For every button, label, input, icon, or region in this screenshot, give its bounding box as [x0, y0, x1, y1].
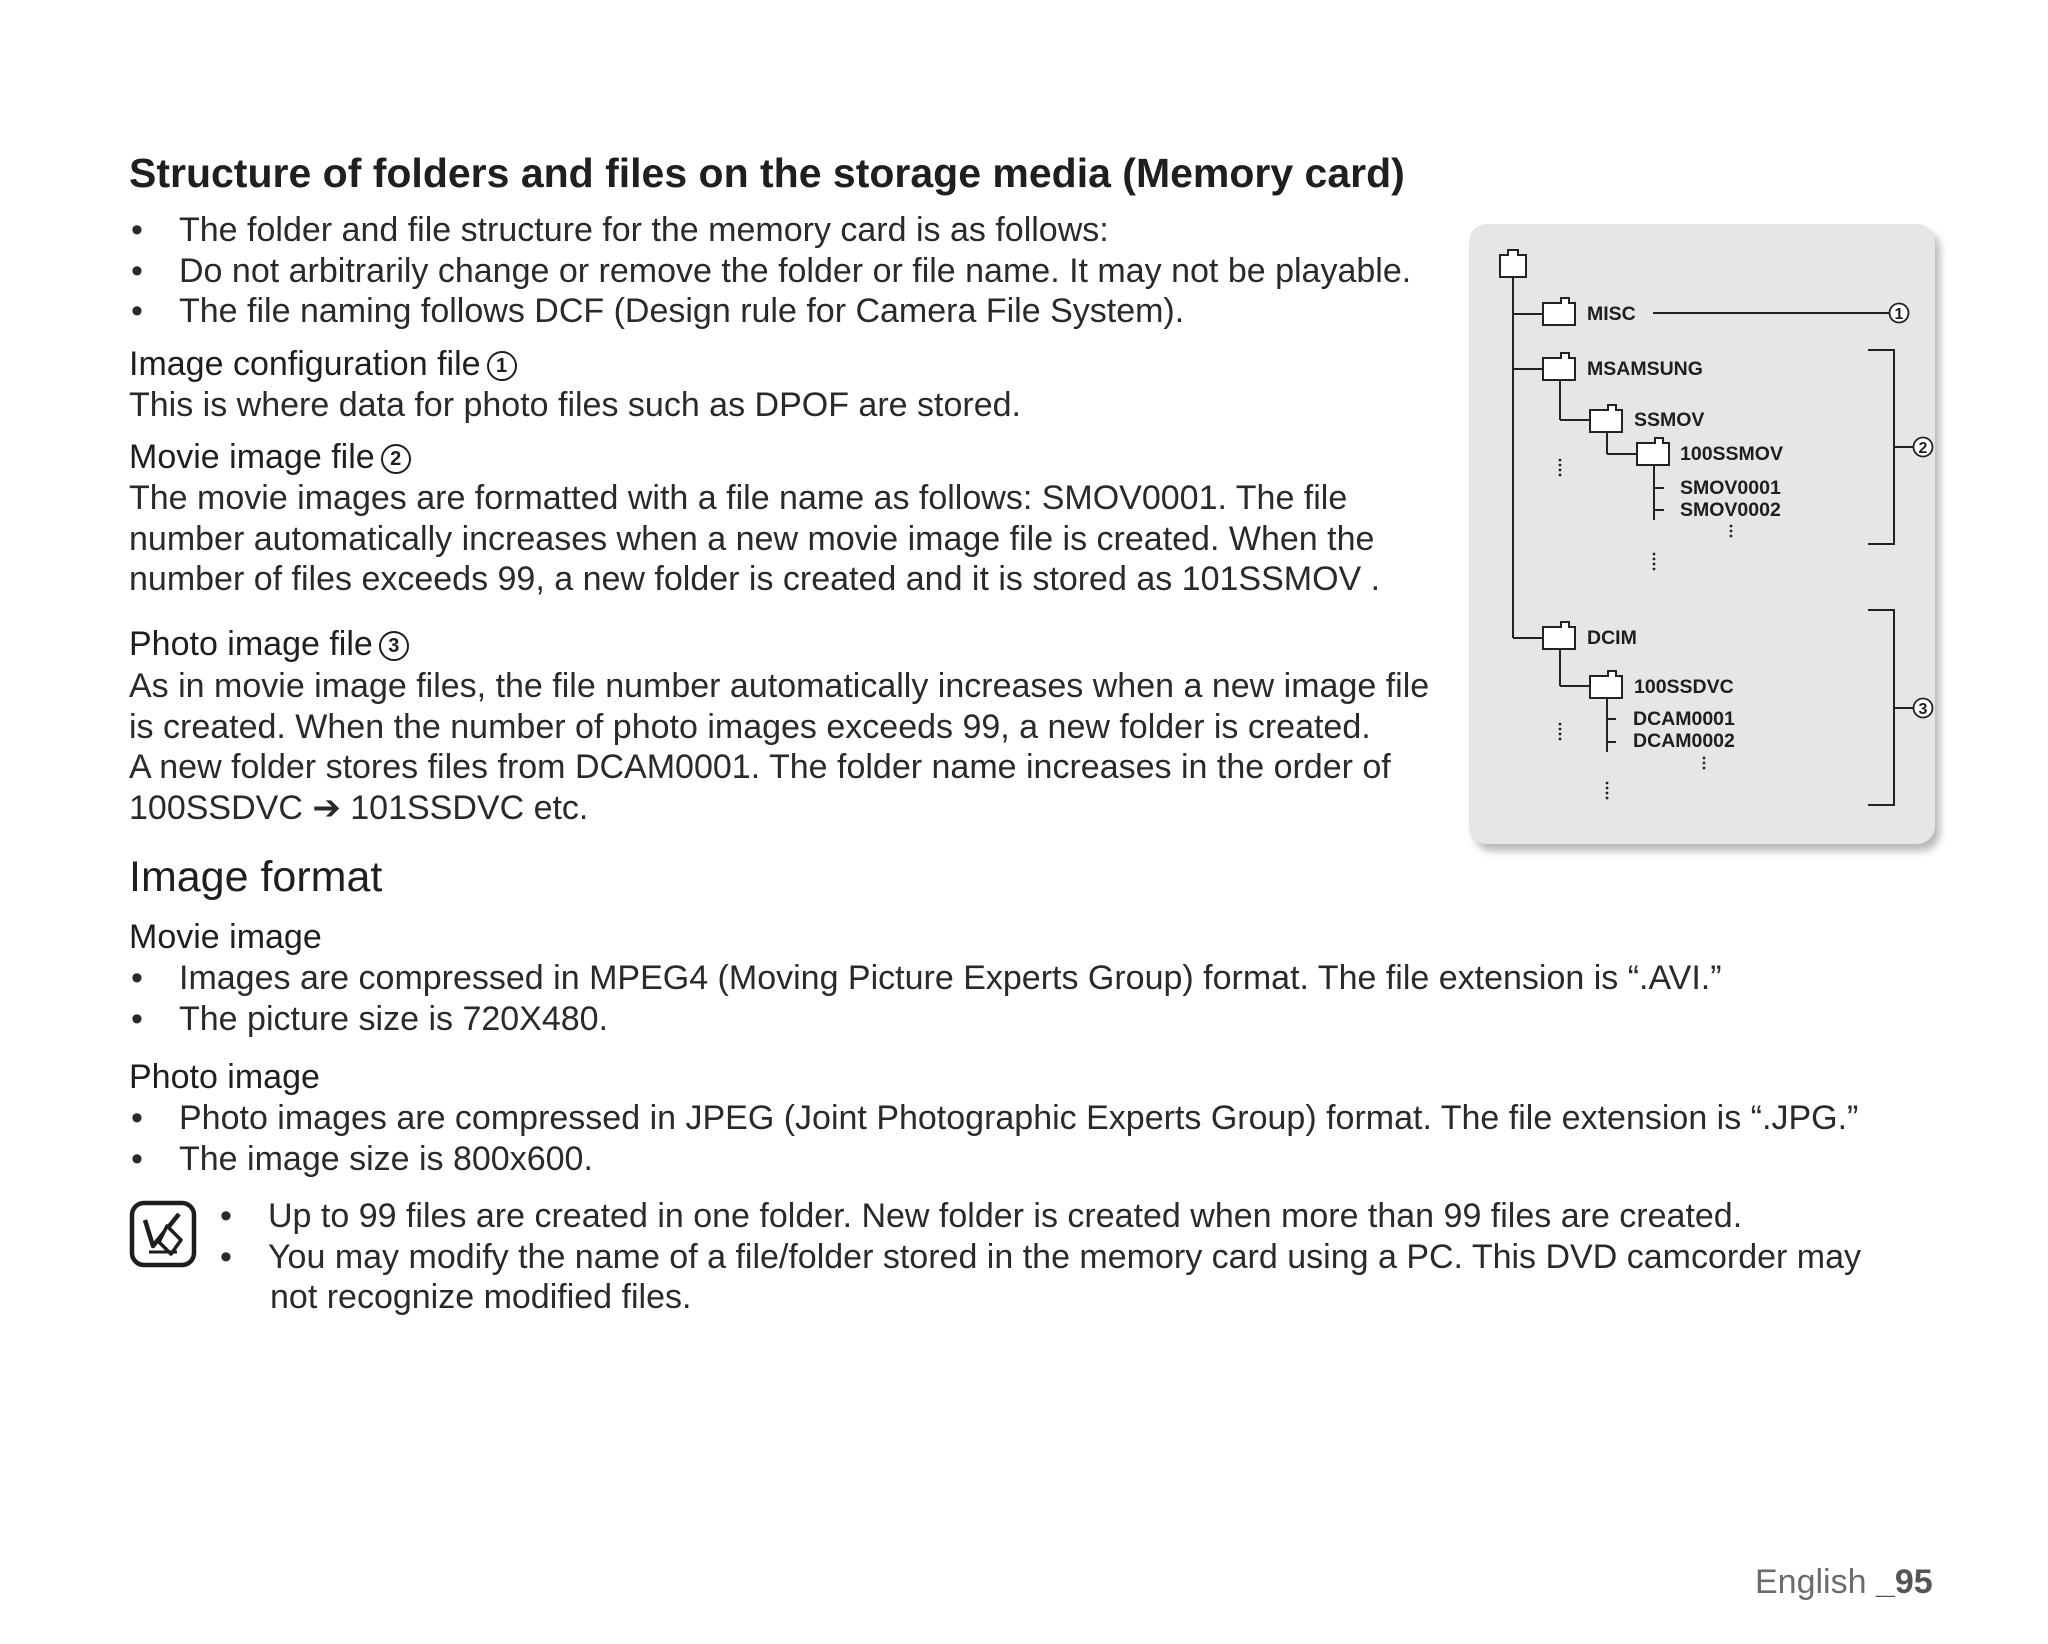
- paragraph-line: number automatically increases when a new movie image file is created. When the: [129, 519, 1375, 558]
- page-number: _95: [1875, 1563, 1933, 1601]
- paragraph-line: As in movie image files, the file number automatically increases when a new image file: [129, 667, 1430, 705]
- movie-file-body: [129, 478, 1380, 600]
- tree-label-smov0002: SMOV0002: [1680, 499, 1781, 521]
- list-item: • The file naming follows DCF (Design rule for Camera File System).: [129, 291, 1411, 332]
- circled-number-1: 1: [487, 351, 517, 381]
- folder-tree-diagram: [1469, 224, 1935, 844]
- list-item: • The folder and file structure for the memory card is as follows:: [129, 210, 1411, 251]
- list-item: • Images are compressed in MPEG4 (Moving Picture Experts Group) format. The file extension is “.AVI.”: [129, 958, 1722, 999]
- movie-file-heading: [129, 438, 411, 477]
- 100ssdvc-folder-icon: [1590, 671, 1622, 698]
- misc-folder-icon: [1543, 298, 1575, 325]
- photo-file-heading: [129, 625, 409, 664]
- section-title-structure: Structure of folders and files on the storage media (Memory card): [129, 150, 1405, 196]
- photo-image-heading: Photo image: [129, 1058, 320, 1096]
- page-footer: [1755, 1563, 1933, 1602]
- list-item: • Up to 99 files are created in one folder. New folder is created when more than 99 files are created.: [218, 1196, 1861, 1237]
- photo-image-bullet-list: [129, 1098, 1858, 1179]
- tree-label-100ssdvc: 100SSDVC: [1634, 676, 1734, 698]
- structure-bullet-list: [129, 210, 1411, 332]
- heading-text: Image configuration file: [129, 345, 481, 383]
- ssmov-folder-icon: [1590, 405, 1622, 432]
- movie-image-heading: Movie image: [129, 918, 322, 956]
- folder-tree-panel: [1469, 224, 1935, 844]
- tree-label-dcam0002: DCAM0002: [1633, 730, 1735, 752]
- list-item: • The picture size is 720X480.: [129, 999, 1722, 1040]
- diagram-number-3: 3: [1918, 701, 1928, 718]
- tree-label-msamsung: MSAMSUNG: [1587, 358, 1703, 380]
- 100ssmov-folder-icon: [1637, 438, 1669, 465]
- tree-label-misc: MISC: [1587, 303, 1636, 325]
- circled-number-3: 3: [379, 631, 409, 661]
- movie-image-bullet-list: [129, 958, 1722, 1039]
- heading-text: Photo image file: [129, 625, 373, 663]
- tree-label-100ssmov: 100SSMOV: [1680, 443, 1783, 465]
- dcim-folder-icon: [1543, 622, 1575, 649]
- note-pencil-icon: [129, 1200, 197, 1268]
- note-continuation: not recognize modified files.: [270, 1278, 692, 1316]
- msamsung-folder-icon: [1543, 353, 1575, 380]
- list-item: • You may modify the name of a file/folder stored in the memory card using a PC. This DVD camcorder may: [218, 1237, 1861, 1278]
- photo-file-body: [129, 666, 1429, 828]
- paragraph-line: number of files exceeds 99, a new folder is created and it is stored as 101SSMOV .: [129, 560, 1381, 598]
- paragraph-line: The movie images are formatted with a file name as follows: SMOV0001. The file: [129, 479, 1348, 517]
- heading-text: Movie image file: [129, 438, 375, 476]
- tree-label-dcim: DCIM: [1587, 627, 1637, 649]
- list-item: • Do not arbitrarily change or remove the folder or file name. It may not be playable.: [129, 251, 1411, 292]
- paragraph-line: is created. When the number of photo images exceeds 99, a new folder is created.: [129, 707, 1371, 746]
- diagram-number-1: 1: [1894, 306, 1904, 323]
- tree-label-ssmov: SSMOV: [1634, 409, 1705, 431]
- tree-label-dcam0001: DCAM0001: [1633, 708, 1735, 730]
- paragraph-line: A new folder stores files from DCAM0001. The folder name increases in the order of: [129, 748, 1391, 786]
- image-config-body: This is where data for photo files such as DPOF are stored.: [129, 386, 1021, 424]
- note-bullet-list: [218, 1196, 1861, 1277]
- paragraph-line: 100SSDVC ➔ 101SSDVC etc.: [129, 788, 589, 827]
- footer-language: English: [1755, 1563, 1867, 1601]
- section-title-image-format: Image format: [129, 853, 383, 901]
- image-config-heading: [129, 345, 517, 384]
- list-item: • Photo images are compressed in JPEG (Joint Photographic Experts Group) format. The file extension is “.JPG.”: [129, 1098, 1858, 1139]
- tree-label-smov0001: SMOV0001: [1680, 477, 1781, 499]
- list-item: • The image size is 800x600.: [129, 1139, 1858, 1180]
- diagram-number-2: 2: [1918, 440, 1928, 457]
- root-folder-icon: [1500, 250, 1526, 277]
- circled-number-2: 2: [381, 444, 411, 474]
